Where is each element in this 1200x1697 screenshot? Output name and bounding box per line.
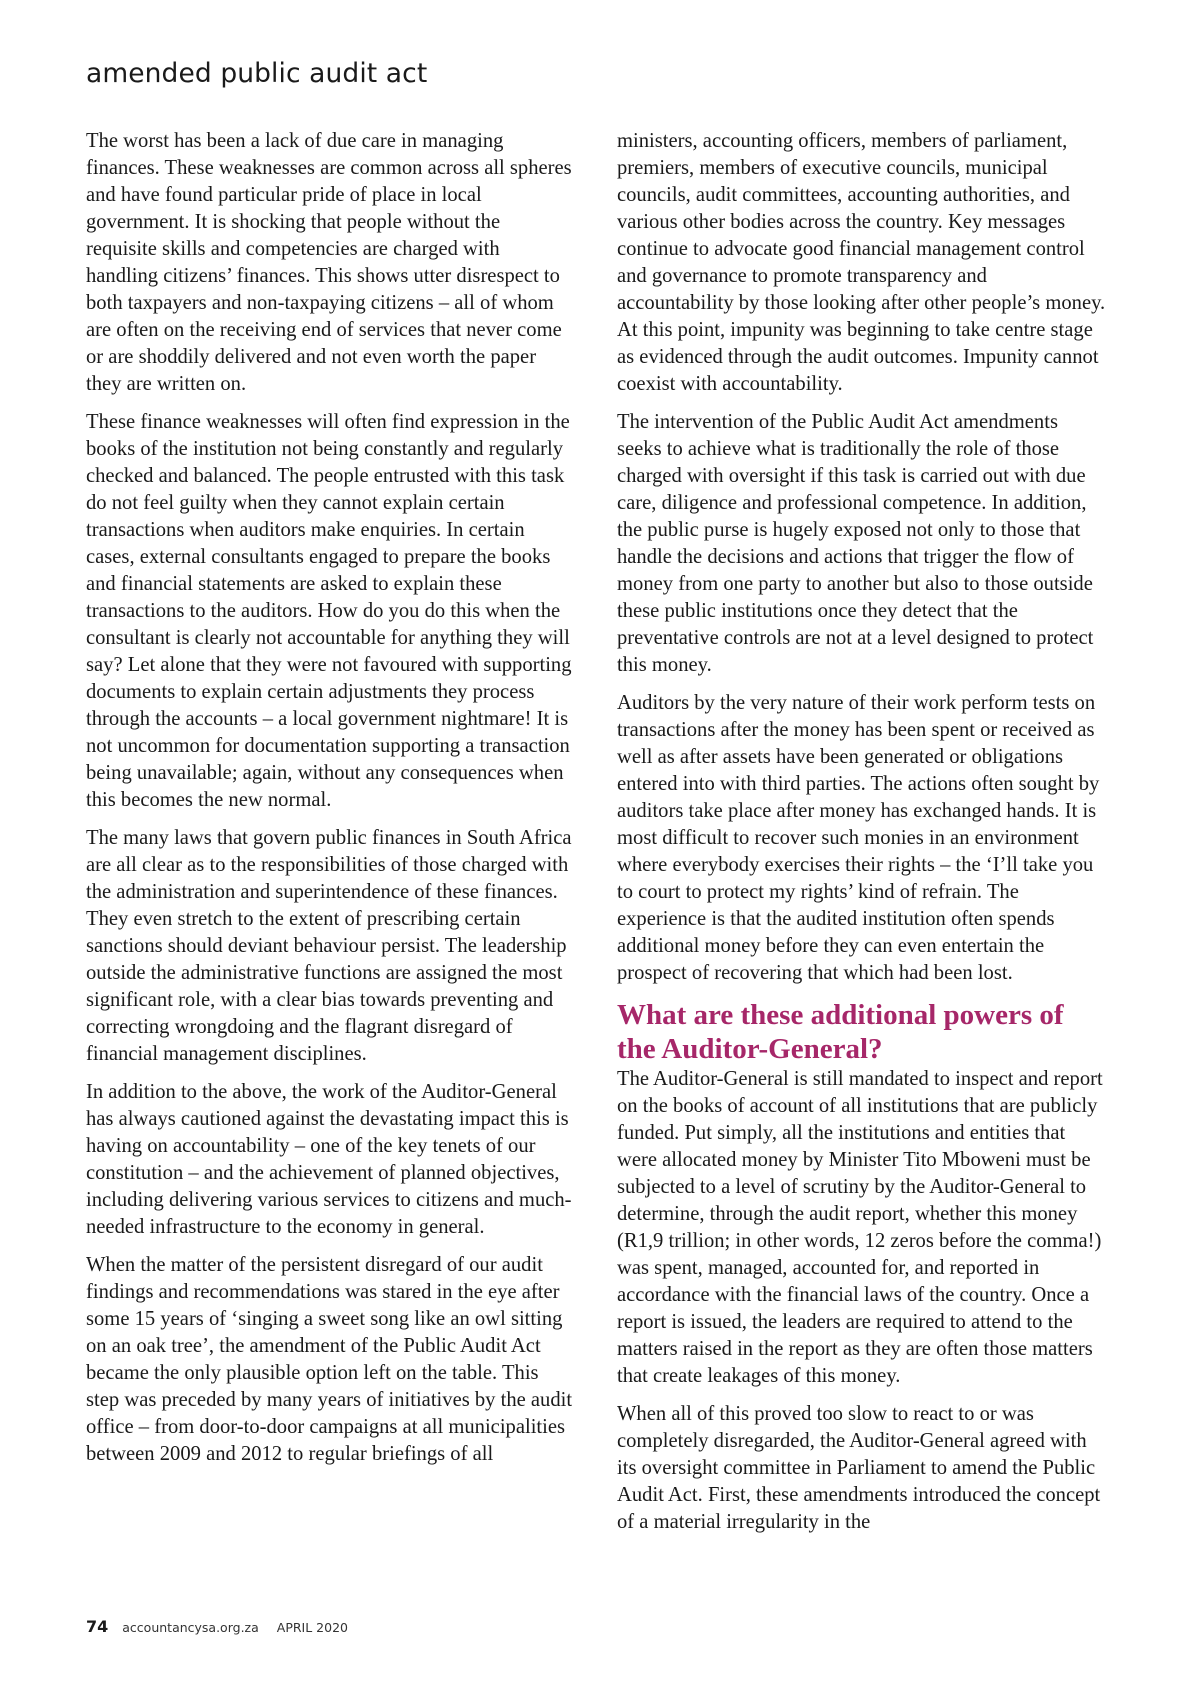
page-number: 74 (86, 1617, 109, 1636)
footer-issue-date: APRIL 2020 (276, 1620, 348, 1635)
body-paragraph: The worst has been a lack of due care in managing finances. These weaknesses are common across all spheres and have found particular pride of place in local government. It is shocking that people without the requisite skills and competencies are charged with handling citizens’ finances. This shows utter disrespect to both taxpayers and non-taxpaying citizens – all of whom are often on the receiving end of services that never come or are shoddily delivered and not even worth the paper they are written on. (86, 130, 572, 395)
right-column (617, 128, 1107, 1547)
body-paragraph: The many laws that govern public finances in South Africa are all clear as to the responsibilities of those charged with the administration and superintendence of these finances. They even stretch to the extent of prescribing certain sanctions should deviant behaviour persist. The leadership outside the administrative functions are assigned the most significant role, with a clear bias towards preventing and correcting wrongdoing and the flagrant disregard of financial management disciplines. (86, 827, 572, 1065)
body-paragraph: In addition to the above, the work of the Auditor-General has always cautioned against the devastating impact this is having on accountability – one of the key tenets of our constitution – and the achievement of planned objectives, including delivering various services to citizens and much-needed infrastructure to the economy in general. (86, 1081, 572, 1238)
section-title: amended public audit act (86, 58, 428, 89)
body-paragraph: When all of this proved too slow to react to or was completely disregarded, the Auditor-General agreed with its oversight committee in Parliament to amend the Public Audit Act. First, these amendments introduced the concept of a material irregularity in the (617, 1403, 1101, 1533)
body-paragraph: The intervention of the Public Audit Act amendments seeks to achieve what is traditionally the role of those charged with oversight if this task is carried out with due care, diligence and professional competence. In addition, the public purse is hugely exposed not only to those that handle the decisions and actions that trigger the flow of money from one party to another but also to those outside these public institutions once they detect that the preventative controls are not at a level designed to protect this money. (617, 411, 1094, 676)
body-paragraph: Auditors by the very nature of their work perform tests on transactions after the money has been spent or received as well as after assets have been generated or obligations entered into with third parties. The actions often sought by auditors take place after money has exchanged hands. It is most difficult to recover such monies in an environment where everybody exercises their rights – the ‘I’ll take you to court to protect my rights’ kind of refrain. The experience is that the audited institution often spends additional money before they can even entertain the prospect of recovering that which had been lost. (617, 692, 1100, 984)
body-paragraph: When the matter of the persistent disregard of our audit findings and recommendations was stared in the eye after some 15 years of ‘singing a sweet song like an owl sitting on an oak tree’, the amendment of the Public Audit Act became the only plausible option left on the table. This step was preceded by many years of initiatives by the audit office – from door-to-door campaigns at all municipalities between 2009 and 2012 to regular briefings of all (86, 1254, 573, 1465)
page-footer (86, 1617, 348, 1636)
body-paragraph: These finance weaknesses will often find expression in the books of the institution not being constantly and regularly checked and balanced. The people entrusted with this task do not feel guilty when they cannot explain certain transactions when auditors make enquiries. In certain cases, external consultants engaged to prepare the books and financial statements are asked to explain these transactions to the auditors. How do you do this when the consultant is clearly not accountable for anything they will say? Let alone that they were not favoured with supporting documents to explain certain adjustments they process through the accounts – a local government nightmare! It is not uncommon for documentation supporting a transaction being unavailable; again, without any consequences when this becomes the new normal. (86, 411, 572, 811)
body-paragraph: ministers, accounting officers, members of parliament, premiers, members of executive councils, municipal councils, audit committees, accounting authorities, and various other bodies across the country. Key messages continue to advocate good financial management control and governance to promote transparency and accountability by those looking after other people’s money. At this point, impunity was beginning to take centre stage as evidenced through the audit outcomes. Impunity cannot coexist with accountability. (617, 130, 1106, 395)
left-column (86, 128, 576, 1479)
body-paragraph: The Auditor-General is still mandated to inspect and report on the books of account of all institutions that are publicly funded. Put simply, all the institutions and entities that were allocated money by Minister Tito Mboweni must be subjected to a level of scrutiny by the Auditor-General to determine, through the audit report, whether this money (R1,9 trillion; in other words, 12 zeros before the comma!) was spent, managed, accounted for, and reported in accordance with the financial laws of the country. Once a report is issued, the leaders are required to attend to the matters raised in the report as they are often those matters that create leakages of this money. (617, 1068, 1103, 1387)
footer-website: accountancysa.org.za (122, 1620, 259, 1635)
subheading: What are these additional powers of the Auditor-General? (617, 999, 1064, 1065)
